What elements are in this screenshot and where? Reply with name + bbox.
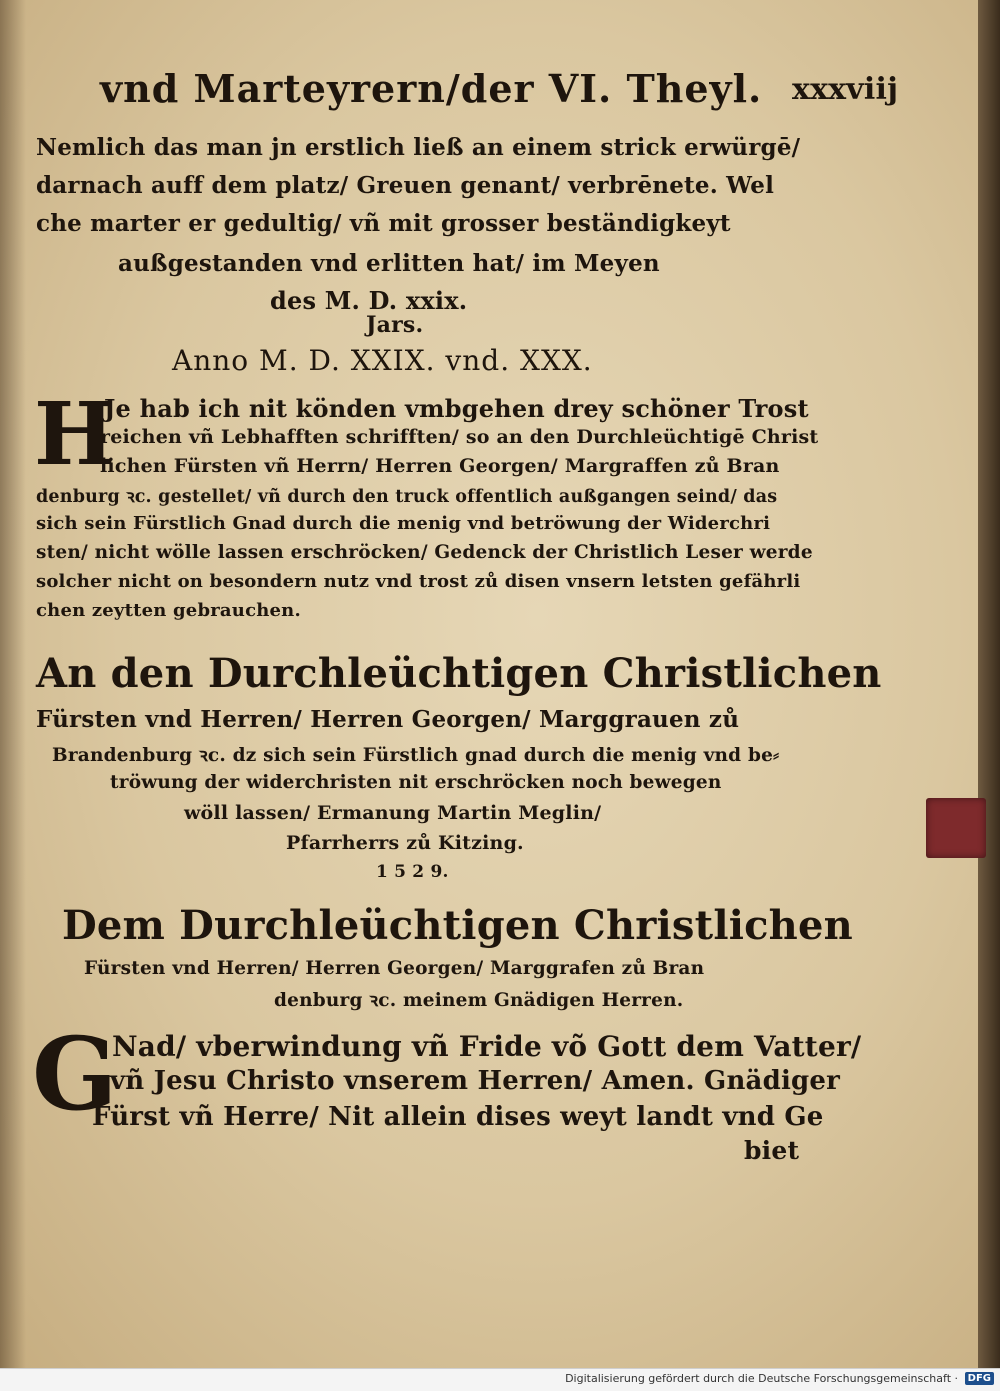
text-line: che marter er gedultig/ vñ mit grosser beständigkeyt	[36, 210, 731, 237]
text-line: Pfarrherrs zů Kitzing.	[286, 832, 524, 854]
text-line: Je hab ich nit könden vmbgehen drey schöner Trost	[104, 394, 809, 423]
text-line: wöll lassen/ Ermanung Martin Meglin/	[184, 802, 602, 824]
text-line: vñ Jesu Christo vnserem Herren/ Amen. Gnädiger	[110, 1066, 841, 1096]
text-line: sten/ nicht wölle lassen erschröcken/ Gedenck der Christlich Leser werde	[36, 542, 813, 563]
footer-bar	[0, 1368, 1000, 1391]
year-heading: Anno M. D. XXIX. vnd. XXX.	[172, 344, 593, 377]
drop-cap-h: H	[34, 384, 116, 485]
text-line: Brandenburg ꝛc. dz sich sein Fürstlich gnad durch die menig vnd be⸗	[52, 745, 780, 766]
text-line: lichen Fürsten vñ Herrn/ Herren Georgen/ Margraffen zů Bran	[100, 455, 780, 477]
spine-shadow	[0, 0, 26, 1368]
running-head: vnd Marteyrern/der VI. Theyl.	[100, 66, 763, 111]
text-line: denburg ꝛc. gestellet/ vñ durch den truck offentlich außgangen seind/ das	[36, 487, 778, 507]
text-line: darnach auff dem platz/ Greuen genant/ verbrēnete. Wel	[36, 172, 775, 199]
text-line: denburg ꝛc. meinem Gnädigen Herren.	[274, 990, 684, 1011]
catchword: biet	[744, 1136, 800, 1165]
bookmark-ribbon	[926, 798, 986, 858]
page-edge	[978, 0, 1000, 1368]
text-line: des M. D. xxix.	[270, 286, 468, 315]
text-line: Fürst vñ Herre/ Nit allein dises weyt landt vnd Ge	[92, 1102, 824, 1132]
text-line: sich sein Fürstlich Gnad durch die menig vnd betröwung der Widerchri	[36, 513, 771, 534]
text-line: solcher nicht on besondern nutz vnd trost zů disen vnsern letsten gefährli	[36, 571, 801, 592]
text-line: Nad/ vberwindung vñ Fride võ Gott dem Vatter/	[112, 1030, 862, 1063]
drop-cap-g: G	[32, 1015, 118, 1133]
text-line: Fürsten vnd Herren/ Herren Georgen/ Marggrafen zů Bran	[84, 958, 705, 979]
text-line: außgestanden vnd erlitten hat/ im Meyen	[118, 250, 660, 277]
section-heading: Dem Durchleüchtigen Christlichen	[62, 902, 853, 949]
footer-credit: Digitalisierung gefördert durch die Deutsche Forschungsgemeinschaft ·	[565, 1372, 958, 1385]
text-line: reichen vñ Lebhafften schrifften/ so an den Durchleüchtigē Christ	[100, 426, 819, 448]
text-line: tröwung der widerchristen nit erschröcken noch bewegen	[110, 772, 722, 793]
text-line: Nemlich das man jn erstlich ließ an einem strick erwürgē/	[36, 134, 801, 161]
date-line: 1 5 2 9.	[376, 862, 449, 882]
text-line: Jars.	[366, 312, 424, 338]
dfg-logo: DFG	[965, 1372, 994, 1385]
text-line: chen zeytten gebrauchen.	[36, 600, 301, 621]
section-heading: An den Durchleüchtigen Christlichen	[36, 650, 882, 697]
folio-number: xxxviij	[792, 72, 899, 107]
text-line: Fürsten vnd Herren/ Herren Georgen/ Marggrauen zů	[36, 706, 740, 733]
